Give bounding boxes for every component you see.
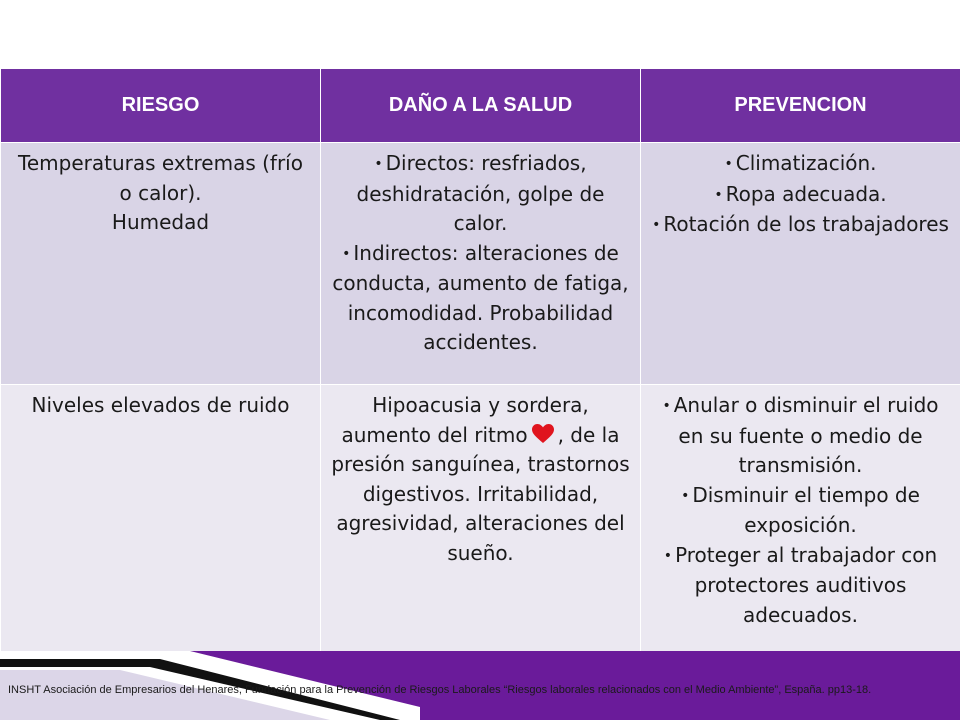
cell-riesgo-temperaturas [1, 143, 321, 385]
list-item: • Proteger al trabajador con protectores auditivos adecuados. [649, 541, 952, 631]
risk-table [0, 68, 960, 652]
header-prevencion: PREVENCION [641, 69, 960, 143]
table-row [1, 385, 960, 652]
footer-bar [0, 651, 960, 720]
list-item: • Directos: resfriados, deshidratación, golpe de calor. [329, 149, 632, 239]
prevencion-list [649, 391, 952, 630]
riesgo-line-1: Niveles elevados de ruido [31, 393, 290, 417]
list-item: • Disminuir el tiempo de exposición. [649, 481, 952, 541]
list-item: • Climatización. [649, 149, 952, 180]
dano-paragraph [329, 391, 632, 568]
table-header-row [1, 69, 960, 143]
list-item: • Indirectos: alteraciones de conducta, aumento de fatiga, incomodidad. Probabilidad accidentes. [329, 239, 632, 358]
heart-icon [532, 424, 554, 444]
cell-dano-temperaturas [321, 143, 641, 385]
table-row [1, 143, 960, 385]
list-item: • Anular o disminuir el ruido en su fuente o medio de transmisión. [649, 391, 952, 481]
cell-riesgo-ruido [1, 385, 321, 652]
cell-dano-ruido [321, 385, 641, 652]
dano-text-after-icon: , de la presión sanguínea, trastornos digestivos. Irritabilidad, agresividad, alteraciones del sueño. [331, 422, 630, 565]
dano-text-before-icon: Hipoacusia y sordera, aumento del ritmo [341, 393, 589, 447]
citation-text: INSHT Asociación de Empresarios del Henares, Fundación para la Prevención de Riesgos Laborales “Riesgos laborales relacionados con el Medio Ambiente”, España. pp13-18. [8, 684, 872, 696]
header-dano-salud: DAÑO A LA SALUD [321, 69, 641, 143]
cell-prevencion-ruido [641, 385, 960, 652]
header-riesgo: RIESGO [1, 69, 321, 143]
dano-list [329, 149, 632, 358]
list-item: • Rotación de los trabajadores [649, 210, 952, 241]
riesgo-line-1: Temperaturas extremas (frío o calor). [18, 151, 303, 205]
riesgo-line-2: Humedad [111, 210, 210, 234]
cell-prevencion-temperaturas [641, 143, 960, 385]
list-item: • Ropa adecuada. [649, 180, 952, 211]
prevencion-list [649, 149, 952, 241]
